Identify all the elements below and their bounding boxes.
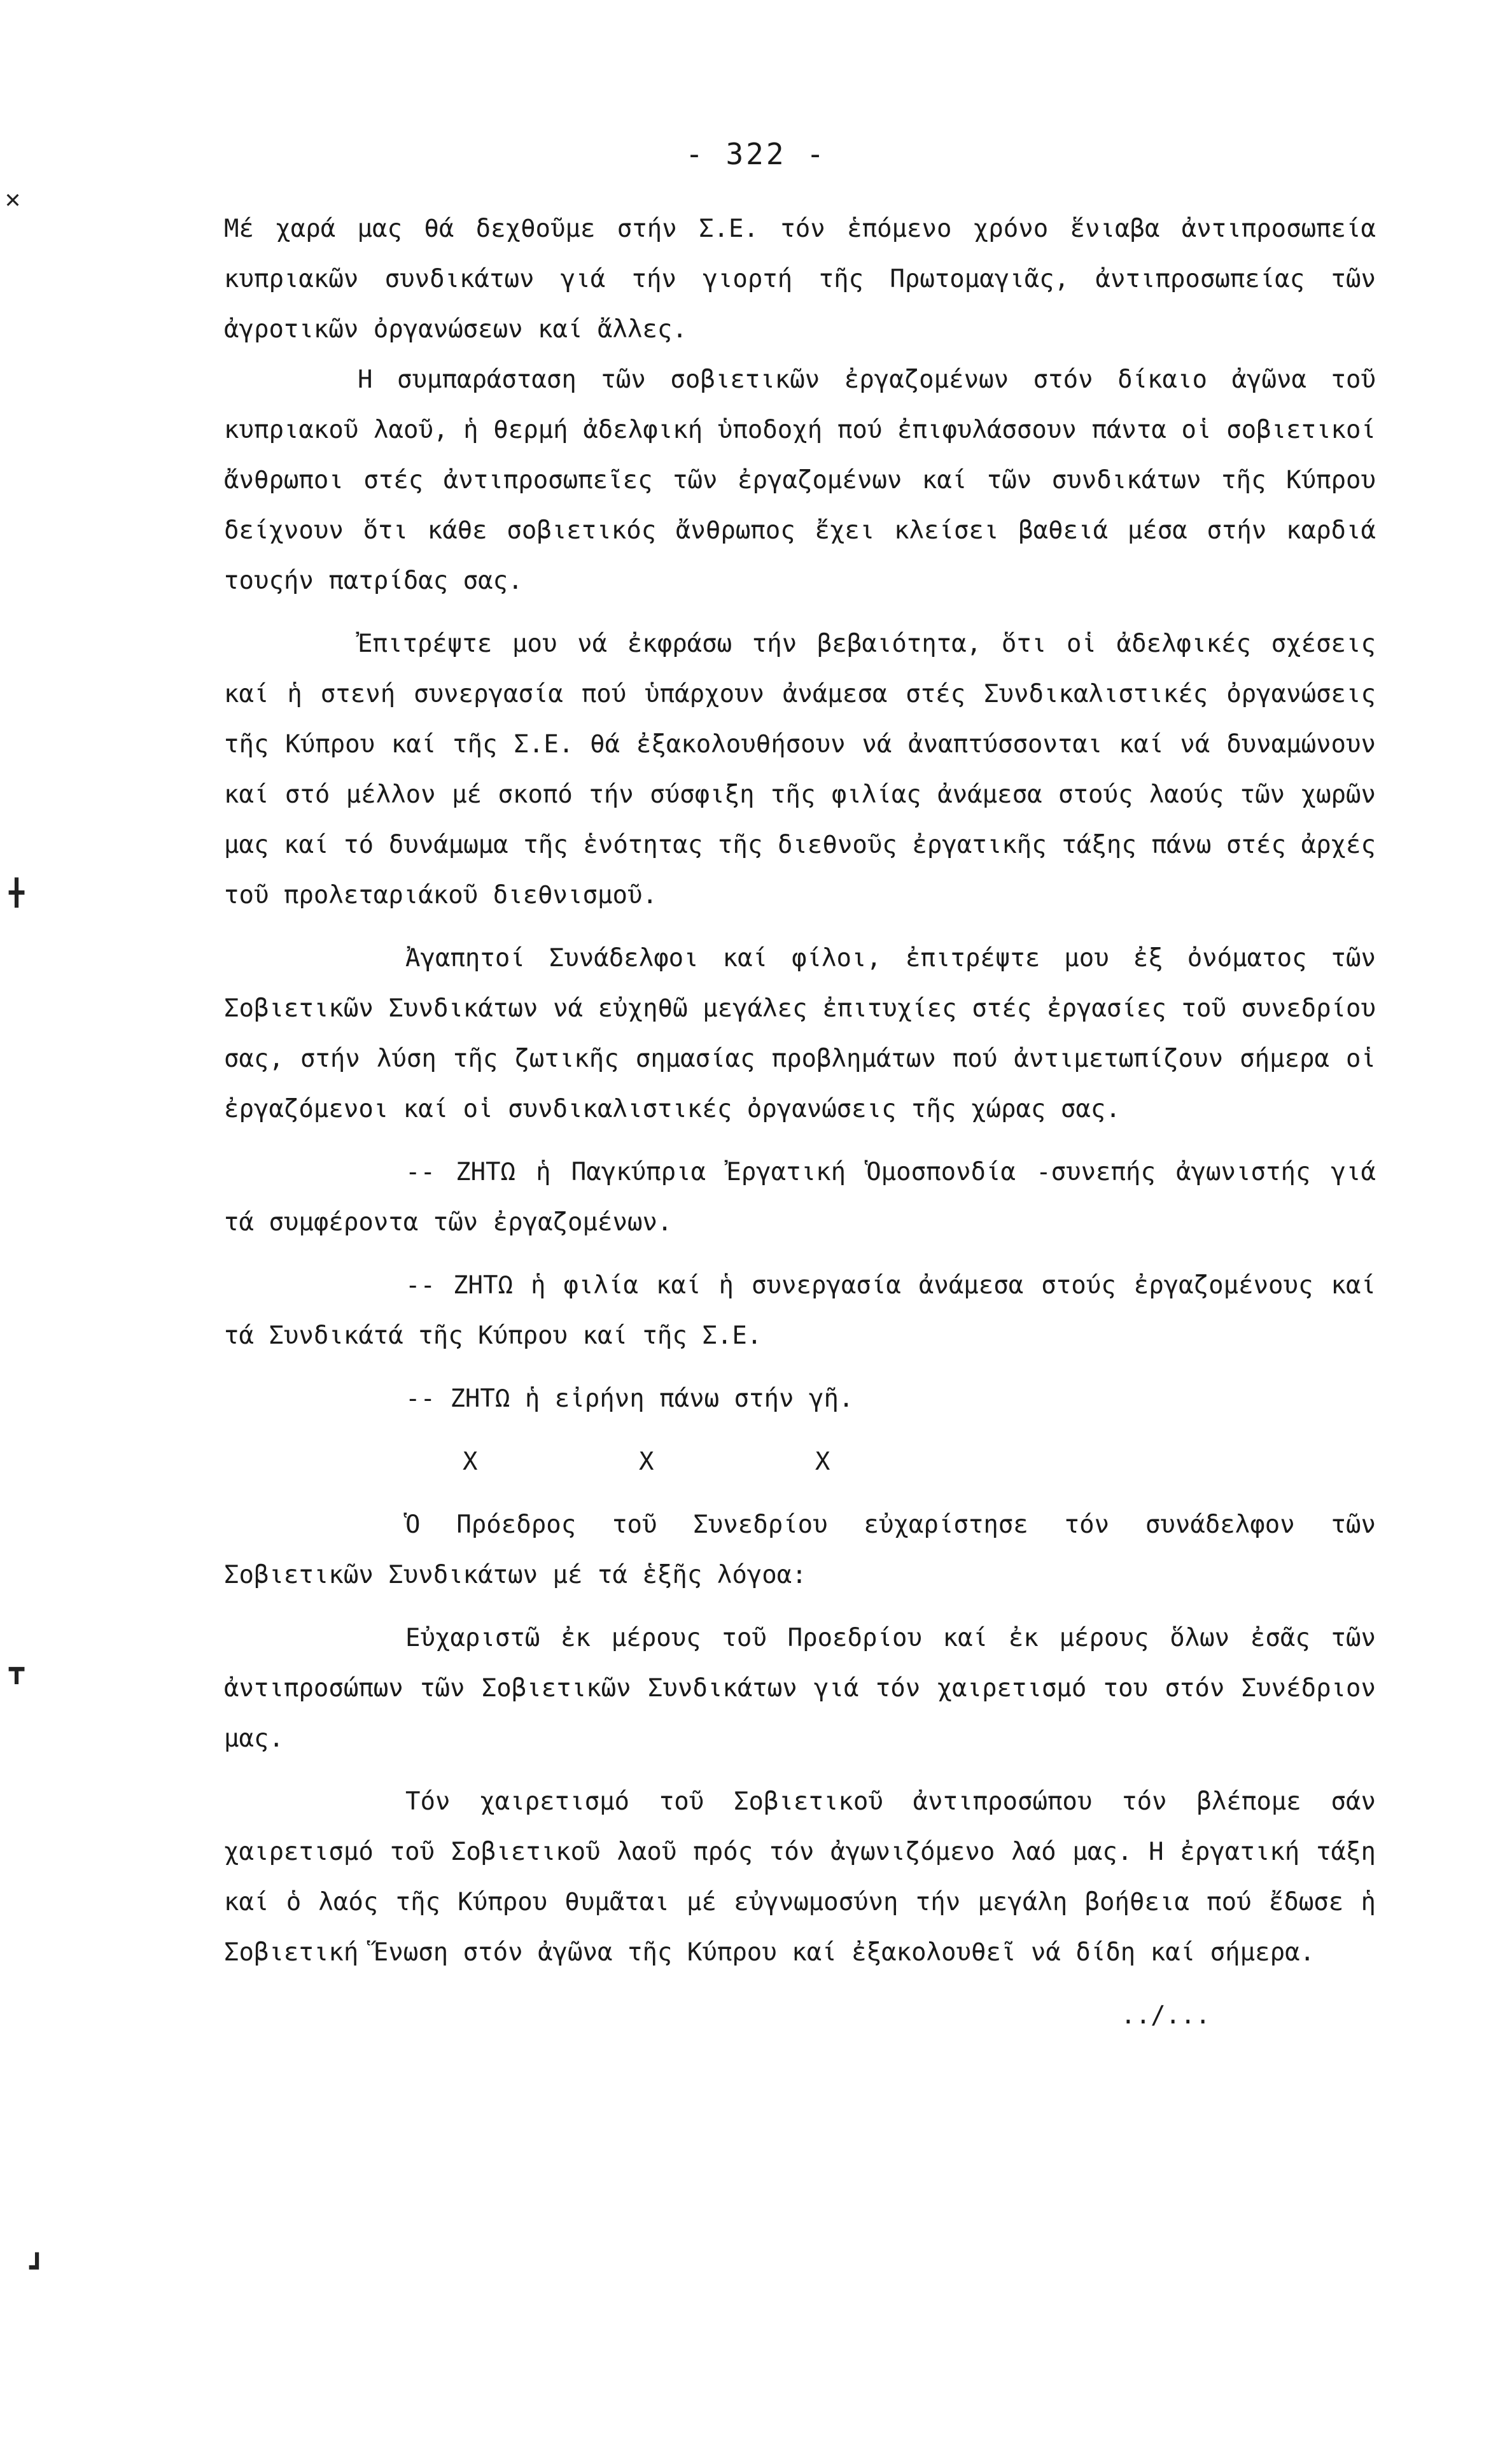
margin-mark: ┛ bbox=[29, 2253, 45, 2283]
margin-mark: ✕ bbox=[5, 185, 21, 214]
body-text bbox=[224, 204, 1376, 2041]
paragraph: Ἐπιτρέψτε μου νά ἐκφράσω τήν βεβαιότητα, ὅτι οἱ ἀδελφικές σχέσεις καί ἡ στενή συνεργασία πού ὑπάρχουν ἀνάμεσα στές Συνδικαλιστικές ὀργανώσεις τῆς Κύπρου καί τῆς Σ.Ε. θά ἐξακολουθήσουν νά ἀναπτύσσονται καί νά δυναμώνουν καί στό μέλλον μέ σκοπό τήν σύσφιξη τῆς φιλίας ἀνάμεσα στούς λαούς τῶν χωρῶν μας καί τό δυνάμωμα τῆς ἑνότητας τῆς διεθνοῦς ἐργατικῆς τάξης πάνω στές ἀρχές τοῦ προλεταριάκοῦ διεθνισμοῦ. bbox=[224, 630, 1376, 910]
slogan: -- ΖΗΤΩ ἡ φιλία καί ἡ συνεργασία ἀνάμεσα στούς ἐργαζομένους καί τά Συνδικάτά τῆς Κύπρου καί τῆς Σ.Ε. bbox=[224, 1271, 1376, 1350]
page-number: - 322 - bbox=[685, 137, 827, 171]
continuation-mark: ../... bbox=[1121, 2001, 1210, 2030]
section-separator: Χ Χ Χ bbox=[463, 1447, 830, 1476]
slogan: -- ΖΗΤΩ ἡ εἰρήνη πάνω στήν γῆ. bbox=[405, 1384, 854, 1413]
paragraph: Ἀγαπητοί Συνάδελφοι καί φίλοι, ἐπιτρέψτε μου ἐξ ὀνόματος τῶν Σοβιετικῶν Συνδικάτων νά εὐχηθῶ μεγάλες ἐπιτυχίες στές ἐργασίες τοῦ συνεδρίου σας, στήν λύση τῆς ζωτικῆς σημασίας προβλημάτων πού ἀντιμετωπίζουν σήμερα οἱ ἐργαζόμενοι καί οἱ συνδικαλιστικές ὀργανώσεις τῆς χώρας σας. bbox=[224, 944, 1376, 1123]
paragraph: Μέ χαρά μας θά δεχθοῦμε στήν Σ.Ε. τόν ἑπόμενο χρόνο ἕνιαβα ἀντιπροσωπεία κυπριακῶν συνδικάτων γιά τήν γιορτή τῆς Πρωτομαγιᾶς, ἀντιπροσωπείας τῶν ἀγροτικῶν ὀργανώσεων καί ἄλλες. bbox=[224, 215, 1376, 344]
paragraph: Η συμπαράσταση τῶν σοβιετικῶν ἐργαζομένων στόν δίκαιο ἀγῶνα τοῦ κυπριακοῦ λαοῦ, ἡ θερμή ἀδελφική ὑποδοχή πού ἐπιφυλάσσουν πάντα οἱ σοβιετικοί ἄνθρωποι στές ἀντιπροσωπεῖες τῶν ἐργαζομένων καί τῶν συνδικάτων τῆς Κύπρου δείχνουν ὅτι κάθε σοβιετικός ἄνθρωπος ἔχει κλείσει βαθειά μέσα στήν καρδιά τουςήν πατρίδας σας. bbox=[224, 365, 1376, 595]
paragraph: Ὁ Πρόεδρος τοῦ Συνεδρίου εὐχαρίστησε τόν συνάδελφον τῶν Σοβιετικῶν Συνδικάτων μέ τά ἑξῆς λόγοα: bbox=[224, 1510, 1376, 1589]
margin-mark: ┳ bbox=[9, 1655, 25, 1684]
slogan: -- ΖΗΤΩ ἡ Παγκύπρια Ἐργατική Ὁμοσπονδία -συνεπής ἀγωνιστής γιά τά συμφέροντα τῶν ἐργαζομένων. bbox=[224, 1158, 1376, 1237]
paragraph: Τόν χαιρετισμό τοῦ Σοβιετικοῦ ἀντιπροσώπου τόν βλέπομε σάν χαιρετισμό τοῦ Σοβιετικοῦ λαοῦ πρός τόν ἀγωνιζόμενο λαό μας. Η ἐργατική τάξη καί ὁ λαός τῆς Κύπρου θυμᾶται μέ εὐγνωμοσύνη τήν μεγάλη βοήθεια πού ἔδωσε ἡ Σοβιετική Ἕνωση στόν ἀγῶνα τῆς Κύπρου καί ἐξακολουθεῖ νά δίδη καί σήμερα. bbox=[224, 1787, 1376, 1967]
paragraph: Εὐχαριστῶ ἐκ μέρους τοῦ Προεδρίου καί ἐκ μέρους ὅλων ἐσᾶς τῶν ἀντιπροσώπων τῶν Σοβιετικῶν Συνδικάτων γιά τόν χαιρετισμό του στόν Συνέδριον μας. bbox=[224, 1624, 1376, 1753]
margin-mark: ╋ bbox=[9, 878, 25, 908]
